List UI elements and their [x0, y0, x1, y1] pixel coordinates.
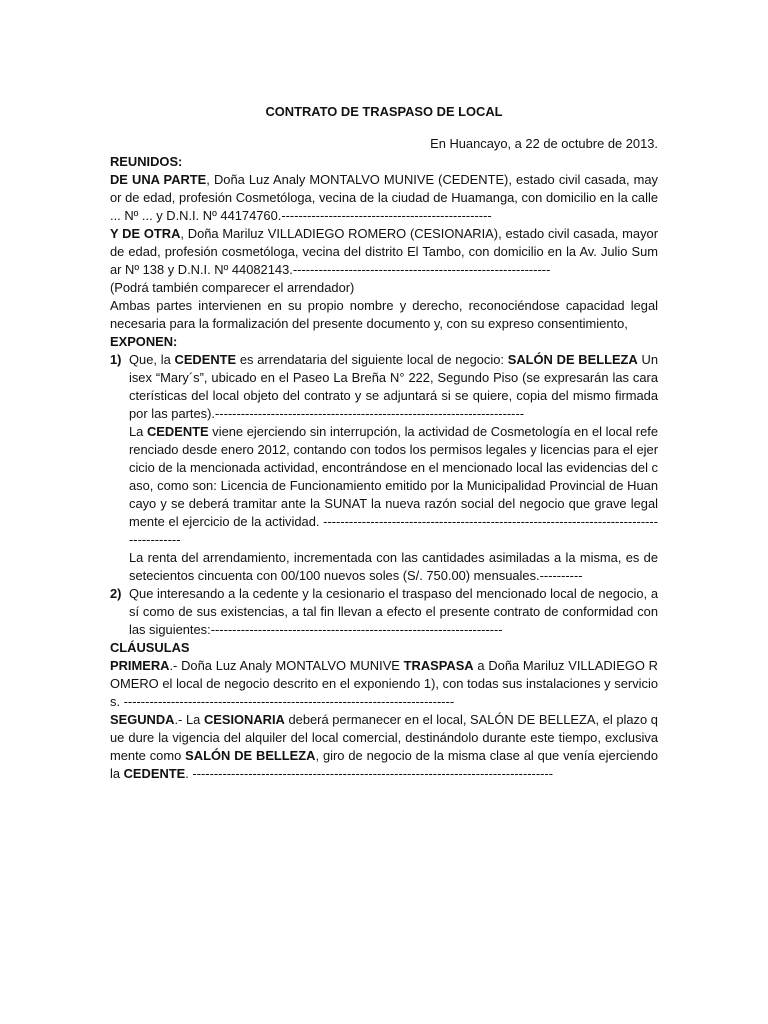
salon-belleza-bold-2: SALÓN DE BELLEZA	[185, 748, 316, 763]
item-2-text: Que interesando a la cedente y la cesionario el traspaso del mencionado local de negocio, así como de sus existencias, a tal fin llevan a efecto el presente contrato de conformidad con las siguientes:	[129, 586, 658, 637]
otra-parte-paragraph	[110, 225, 658, 279]
primera-dashes: -----------------------------------------------------------------------------	[123, 694, 455, 709]
date-line: En Huancayo, a 22 de octubre de 2013.	[430, 136, 658, 151]
item-1-p2-text-a: La	[129, 424, 147, 439]
reunidos-heading: REUNIDOS:	[110, 154, 183, 169]
item-1-dashes-2: ------------------------------------------------------------------------------------------	[129, 514, 658, 547]
segunda-text-c: , giro de negocio de la misma clase al que venía ejerciendo la	[110, 748, 658, 781]
item-1-text-a: Que, la	[129, 352, 175, 367]
otra-parte-text: , Doña Mariluz VILLADIEGO ROMERO (CESIONARIA), estado civil casada, mayor de edad, profesión cosmetóloga, vecina del distrito El Tambo, con domicilio en la Av. Julio Sumar Nº 138 y D.N.I. Nº 44082143.	[110, 226, 658, 277]
cedente-bold-2: CEDENTE	[147, 424, 209, 439]
clausulas-heading: CLÁUSULAS	[110, 640, 190, 655]
una-parte-paragraph	[110, 171, 658, 225]
exponen-heading: EXPONEN:	[110, 334, 178, 349]
cedente-bold-3: CEDENTE	[123, 766, 186, 781]
item-1-text-c: Unisex “Mary´s”, ubicado en el Paseo La Breña N° 222, Segundo Piso (se expresarán las características del local objeto del contrato y se adjuntará si se quiere, copia del mismo firmada por las partes).	[129, 352, 658, 421]
item-1-dashes-1: ------------------------------------------------------------------------	[214, 406, 525, 421]
primera-text-a: .- Doña Luz Analy MONTALVO MUNIVE	[169, 658, 404, 673]
cesionaria-bold: CESIONARIA	[203, 712, 285, 727]
otra-parte-label: Y DE OTRA	[110, 226, 181, 241]
clausula-segunda	[110, 711, 658, 783]
item-1-number: 1)	[110, 352, 122, 367]
primera-text-b: a Doña Mariluz VILLADIEGO ROMERO el local de negocio descrito en el exponiendo 1), con todas sus instalaciones y servicios.	[110, 658, 658, 709]
item-1-dashes-3: ----------	[539, 568, 583, 583]
exponen-item-1	[110, 351, 658, 585]
contract-page	[110, 103, 658, 783]
una-parte-label: DE UNA PARTE	[110, 172, 207, 187]
item-1-paragraph-2	[129, 423, 658, 549]
document-title: CONTRATO DE TRASPASO DE LOCAL	[265, 104, 503, 119]
primera-label: PRIMERA	[110, 658, 170, 673]
arrendador-note: (Podrá también comparecer el arrendador)	[110, 280, 355, 295]
traspasa-bold: TRASPASA	[403, 658, 474, 673]
item-1-paragraph-3	[129, 549, 658, 585]
item-1-paragraph-1	[129, 351, 658, 423]
renta-text: La renta del arrendamiento, incrementada con las cantidades asimiladas a la misma, es de setecientos cincuenta con 00/100 nuevos soles (S/. 750.00) mensuales.	[129, 550, 658, 583]
segunda-text-d: .	[185, 766, 193, 781]
exponen-item-2	[110, 585, 658, 639]
segunda-text-b: deberá permanecer en el local, SALÓN DE BELLEZA, el plazo que dure la vigencia del alquiler del local comercial, destinándolo durante este tiempo, exclusivamente como	[110, 712, 658, 763]
clausula-primera	[110, 657, 658, 711]
una-parte-dashes: -------------------------------------------------	[281, 208, 492, 223]
item-2-dashes: --------------------------------------------------------------------	[210, 622, 503, 637]
segunda-label: SEGUNDA	[110, 712, 175, 727]
salon-belleza-bold: SALÓN DE BELLEZA	[507, 352, 638, 367]
item-2-paragraph	[129, 585, 658, 639]
una-parte-text: , Doña Luz Analy MONTALVO MUNIVE (CEDENTE), estado civil casada, mayor de edad, profesión Cosmetóloga, vecina de la ciudad de Huamanga, con domicilio en la calle ... Nº ... y D.N.I. Nº 44174760.	[110, 172, 659, 223]
segunda-text-a: .- La	[174, 712, 204, 727]
segunda-dashes: ------------------------------------------------------------------------------------	[192, 766, 553, 781]
item-1-text-b: es arrendataria del siguiente local de negocio:	[236, 352, 508, 367]
item-1-p2-text-b: viene ejerciendo sin interrupción, la actividad de Cosmetología en el local referenciado desde enero 2012, contando con todos los permisos legales y licencias para el ejercicio de la mencionada actividad, encontrándose en el mencionado local las evidencias del caso, como son: Licencia de Funcionamiento emitido por la Municipalidad Provincial de Huancayo y se deberá tramitar ante la SUNAT la nueva razón social del negocio que grave legalmente el ejercicio de la actividad.	[129, 424, 658, 529]
ambas-partes-paragraph: Ambas partes intervienen en su propio nombre y derecho, reconociéndose capacidad legal necesaria para la formalización del presente documento y, con su expreso consentimiento,	[110, 298, 658, 331]
cedente-bold: CEDENTE	[174, 352, 237, 367]
item-2-number: 2)	[110, 586, 122, 601]
otra-parte-dashes: ------------------------------------------------------------	[292, 262, 551, 277]
